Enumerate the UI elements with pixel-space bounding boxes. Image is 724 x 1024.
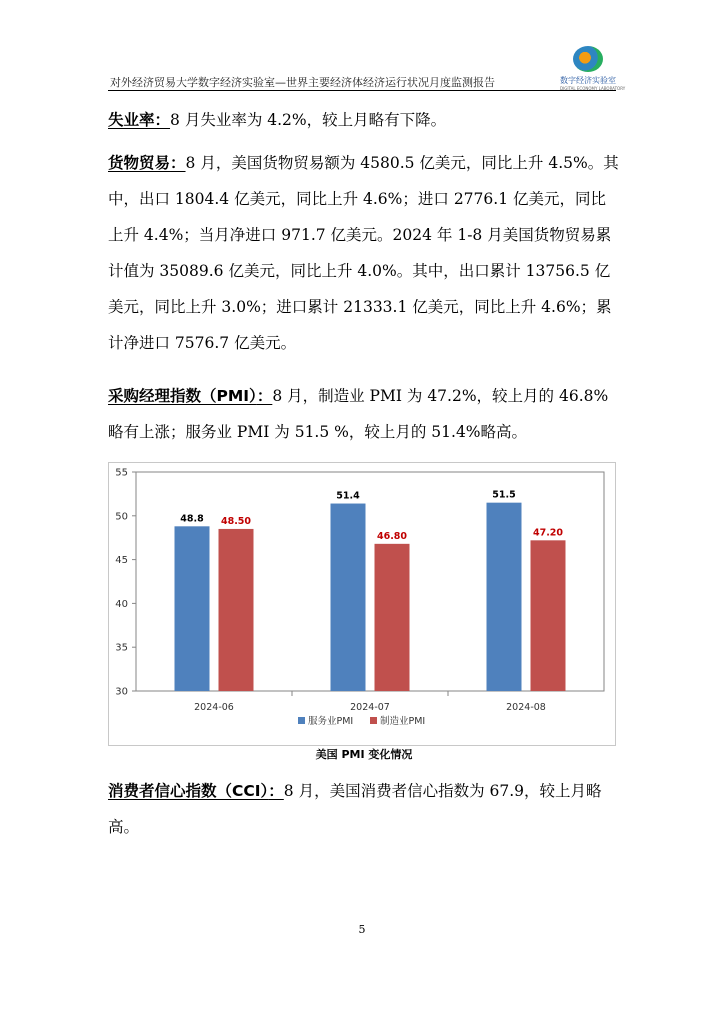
header-divider [108, 90, 616, 91]
bar-services [331, 504, 366, 691]
x-tick-label: 2024-07 [350, 702, 390, 713]
data-label: 48.50 [220, 515, 252, 527]
bar-manufacturing [375, 544, 410, 691]
report-header: 对外经济贸易大学数字经济实验室—世界主要经济体经济运行状况月度监测报告 [110, 76, 495, 89]
data-label: 51.5 [492, 489, 516, 501]
pmi-paragraph: 采购经理指数（PMI）：8 月，制造业 PMI 为 47.2%，较上月的 46.8%略有上涨；服务业 PMI 为 51.5 %，较上月的 51.4%略高。 [108, 387, 609, 441]
logo-subtext: DIGITAL ECONOMY LABORATORY [560, 86, 626, 91]
trade-text: 8 月，美国货物贸易额为 4580.5 亿美元，同比上升 4.5%。其中，出口 1804.4 亿美元，同比上升 4.6%；进口 2776.1 亿美元，同比上升 4.4%；当月净进口 971.7 亿美元。2024 年 1-8 月美国货物贸易累计值为 35089.6 亿美元，同比上升 4.0%。其中，出口累计 13756.5 亿美元，同比上升 3.0%；进口累计 21333.1 亿美元，同比上升 4.6%；累计净进口 7576.7 亿美元。 [108, 154, 619, 352]
bar-services [487, 503, 522, 691]
chart-caption: 美国 PMI 变化情况 [315, 748, 413, 761]
bar-manufacturing [219, 529, 254, 691]
y-tick-label: 50 [115, 511, 128, 523]
page-number: 5 [358, 923, 366, 936]
data-label: 51.4 [336, 490, 360, 502]
data-label: 47.20 [532, 527, 564, 539]
pmi-text: 8 月，制造业 PMI 为 47.2%，较上月的 46.8%略有上涨；服务业 PMI 为 51.5 %，较上月的 51.4%略高。 [108, 387, 609, 441]
y-tick-label: 40 [115, 598, 128, 610]
x-tick-label: 2024-08 [506, 702, 546, 713]
pmi-chart [108, 462, 616, 746]
unemployment-text: 8 月失业率为 4.2%，较上月略有下降。 [170, 111, 447, 129]
data-label: 48.8 [180, 513, 204, 525]
logo-emblem-icon [573, 46, 603, 72]
y-tick-label: 30 [115, 686, 128, 698]
y-tick-label: 55 [115, 467, 128, 479]
unemployment-term: 失业率 [108, 111, 155, 129]
data-label: 46.80 [376, 530, 408, 542]
pmi-chart-svg [108, 462, 616, 746]
lab-logo [560, 46, 626, 92]
trade-term: 货物贸易 [108, 154, 171, 172]
trade-paragraph: 货物贸易：8 月，美国货物贸易额为 4580.5 亿美元，同比上升 4.5%。其中，出口 1804.4 亿美元，同比上升 4.6%；进口 2776.1 亿美元，同比上升 4.4%；当月净进口 971.7 亿美元。2024 年 1-8 月美国货物贸易累计值为 35089.6 亿美元，同比上升 4.0%。其中，出口累计 13756.5 亿美元，同比上升 3.0%；进口累计 21333.1 亿美元，同比上升 4.6%；累计净进口 7576.7 亿美元。 [108, 154, 619, 352]
cci-term: 消费者信心指数（CCI） [108, 782, 269, 800]
x-tick-label: 2024-06 [194, 702, 234, 713]
legend-swatch [370, 717, 377, 724]
bar-services [175, 526, 210, 691]
unemployment-paragraph: 失业率：8 月失业率为 4.2%，较上月略有下降。 [108, 111, 447, 129]
bar-manufacturing [531, 540, 566, 691]
legend-label: 服务业PMI [308, 716, 354, 727]
cci-paragraph: 消费者信心指数（CCI）：8 月，美国消费者信心指数为 67.9，较上月略高。 [108, 782, 602, 836]
legend-label: 制造业PMI [380, 716, 426, 727]
y-tick-label: 45 [115, 555, 128, 567]
y-tick-label: 35 [115, 642, 128, 654]
pmi-term: 采购经理指数（PMI） [108, 387, 257, 405]
cci-text: 8 月，美国消费者信心指数为 67.9，较上月略高。 [108, 782, 602, 836]
legend-swatch [298, 717, 305, 724]
logo-text: 数字经济实验室 [560, 76, 616, 85]
